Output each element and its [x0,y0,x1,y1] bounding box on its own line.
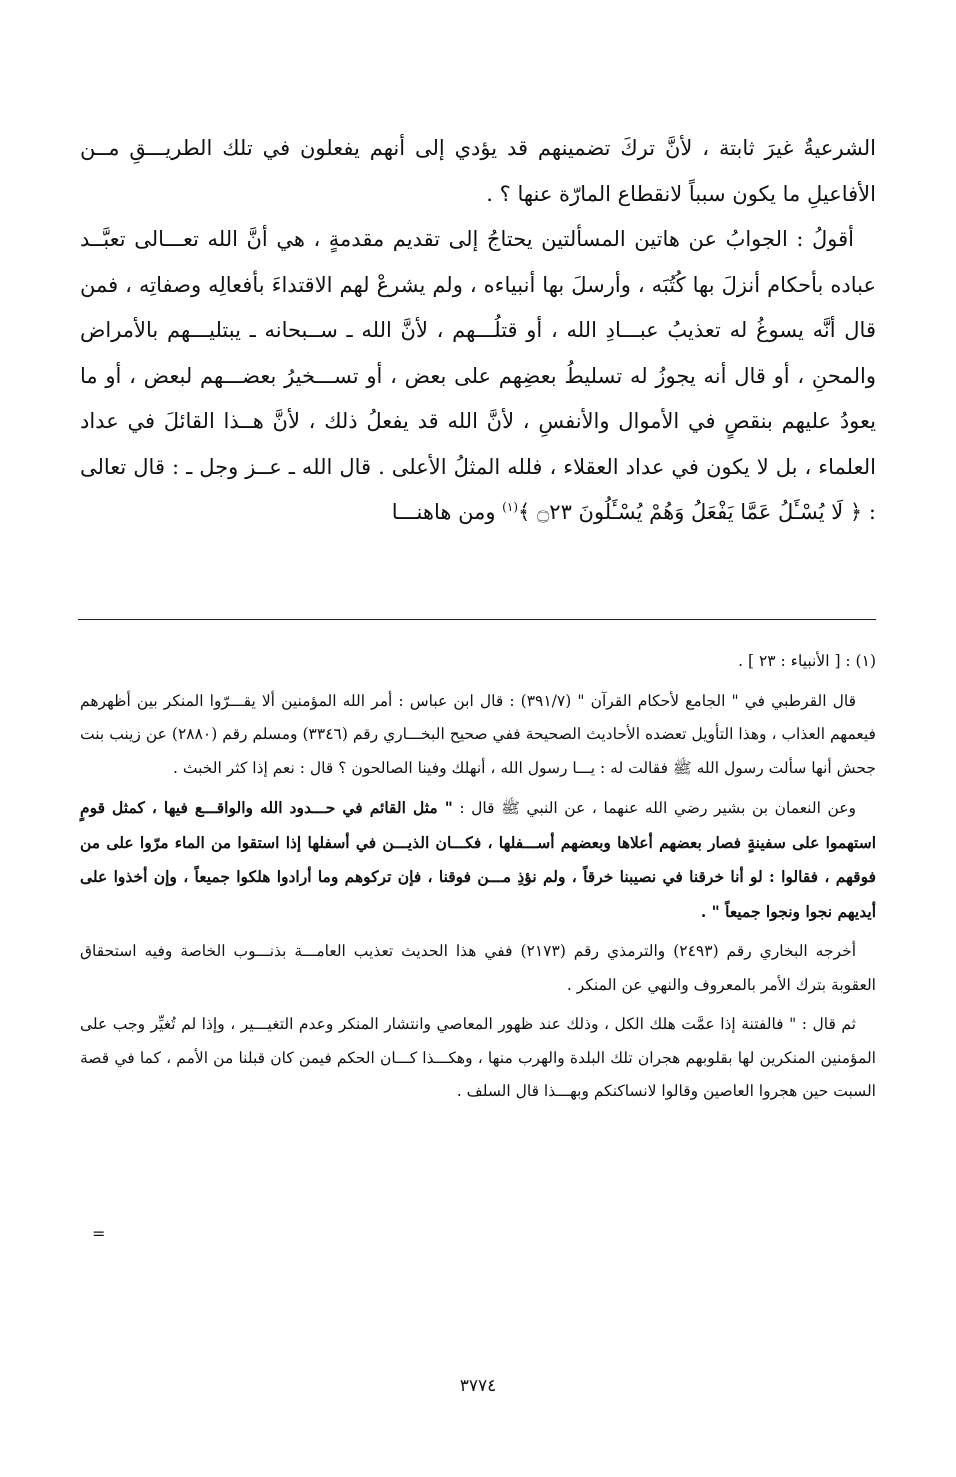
hadith-text: " مثل القائم في حـــدود الله والواقـــع فيها ، كمثل قومٍ استهموا على سفينةٍ فصار بعضهم أعلاها وبعضهم أســـفلها ، فكـــان الذيـــن في أسفلها إذا استقوا من الماء مرّوا على من فوقهم ، فقالوا : لو أنا خرقنا في نصيبنا خرقاً ، ولم نؤذِ مـــن فوقنا ، فإن تركوهم وما أرادوا هلكوا جميعاً ، وإن أخذوا على أيديهم نجوا ونجوا جميعاً " . [80,798,876,921]
continuation-mark: = [92,1224,106,1243]
quran-verse: ﴿ لَا يُسْـَٔلُ عَمَّا يَفْعَلُ وَهُمْ يُسْـَٔلُونَ ۝٢٣ ﴾ [518,500,863,524]
footnote-paragraph-4: ثم قال : " فالفتنة إذا عمَّت هلك الكل ، وذلك عند ظهور المعاصي وانتشار المنكر وعدم التغيـــير ، وإذا لم تُغيِّر وجب على المؤمنين المنكرين لها بقلوبهم هجران تلك البلدة والهرب منها ، وهكـــذا كـــان الحكم فيمن كان قبلنا من الأمم ، كما في قصة السبت حين هجروا العاصين وقالوا لانساكنكم وبهـــذا قال السلف . [80,1015,876,1100]
paragraph-2-text: أقولُ : الجوابُ عن هاتين المسألتين يحتاجُ إلى تقديم مقدمةٍ ، هي أنَّ الله تعـــالى تعبَّــد عباده بأحكام أنزلَ بها كُتُبَه ، وأرسلَ بها أنبياءه ، ولم يشرعْ لهم الاقتداءَ بأفعالِه وصفاتِه ، فمن قال أنَّه يسوغُ له تعذيبُ عبـــادِ الله ، أو قتلُـــهم ، لأنَّ الله ـ ســبحانه ـ يبتليـــهم بالأمراض والمحنِ ، أو قال أنه يجوزُ له تسليطُ بعضِهم على بعض ، أو تســـخيرُ بعضـــهم لبعض ، أو ما يعودُ عليهم بنقصٍ في الأموال والأنفسِ ، لأنَّ الله قد يفعلُ ذلك ، لأنَّ هــذا القائلَ في عداد العلماء ، بل لا يكون في عداد العقلاء ، فلله المثلُ الأعلى . قال الله ـ عــز وجل ـ : قال تعالى : [80,227,876,524]
footnote-paragraph-1: قال القرطبي في " الجامع لأحكام القرآن " (٣٩١/٧) : قال ابن عباس : أمر الله المؤمنين ألا يقـــرّوا المنكر بين أظهرهم فيعمهم العذاب ، وهذا التأويل تعضده الأحاديث الصحيحة ففي صحيح البخـــاري رقم (٣٣٤٦) ومسلم رقم (٢٨٨٠) عن زينب بنت جحش أنها سألت رسول الله ﷺ فقالت له : يـــا رسول الله ، أنهلك وفينا الصالحون ؟ قال : نعم إذا كثر الخبث . [80,691,876,777]
footnote-paragraph-3: أخرجه البخاري رقم (٢٤٩٣) والترمذي رقم (٢١٧٣) ففي هذا الحديث تعذيب العامـــة بذنـــوب الخاصة وفيه استحقاق العقوبة بترك الأمر بالمعروف والنهي عن المنكر . [80,942,876,994]
hadith-intro: وعن النعمان بن بشير رضي الله عنهما ، عن النبي ﷺ قال : [459,799,856,817]
paragraph-2 [80,217,876,536]
main-text [80,126,876,536]
footnote-separator [78,619,876,620]
footnotes [80,645,876,1109]
paragraph-1: الشرعيةُ غيرَ ثابتة ، لأنَّ تركَ تضمينهم قد يؤدي إلى أنهم يفعلون في تلك الطريـــقِ مــن الأفاعيلِ ما يكون سبباً لانقطاع المارّة عنها ؟ . [80,136,876,206]
page-number: ٣٧٧٤ [459,1376,497,1396]
footnote-reference: (١) : [ الأنبياء : ٢٣ ] . [738,652,876,670]
paragraph-2-end: ومن هاهنـــا [391,500,496,524]
footnote-marker: (١) [502,500,518,514]
footnote-paragraph-2 [80,791,876,929]
